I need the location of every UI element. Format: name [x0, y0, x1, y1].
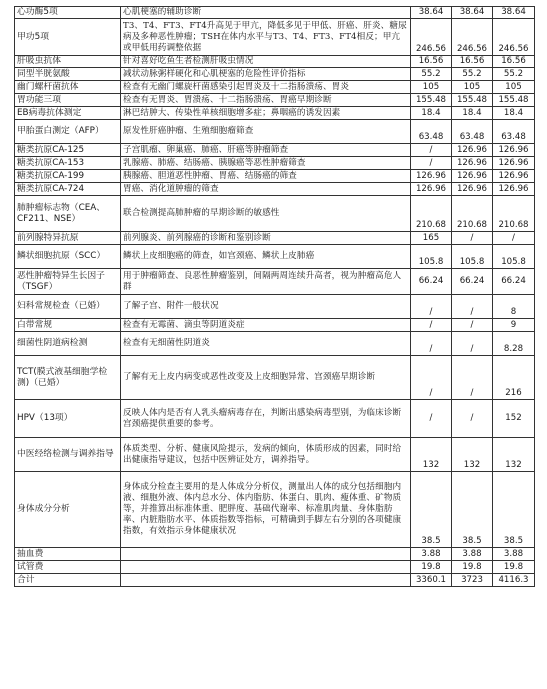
price-package-3-cell: 3.88 — [493, 548, 535, 561]
item-name-cell: 甲胎蛋白测定（AFP） — [15, 120, 121, 144]
price-package-2-cell: 126.96 — [452, 183, 493, 196]
price-package-1-cell: 165 — [411, 232, 452, 245]
price-package-3-cell: 216 — [493, 356, 535, 400]
item-name-cell: 细菌性阴道病检测 — [15, 332, 121, 356]
price-package-3-cell: 18.4 — [493, 107, 535, 120]
price-package-2-cell: 126.96 — [452, 170, 493, 183]
table-row — [15, 295, 535, 319]
table-row — [15, 245, 535, 269]
item-description-cell: 检查有无霉菌、滴虫等阴道炎症 — [121, 319, 411, 332]
price-package-2-cell: 38.64 — [452, 7, 493, 19]
price-package-1-cell: / — [411, 356, 452, 400]
item-description-cell: 鳞状上皮细胞癌的筛查，如宫颈癌、鳞状上皮肺癌 — [121, 245, 411, 269]
item-name-cell: 试管费 — [15, 561, 121, 574]
price-package-2-cell: 3.88 — [452, 548, 493, 561]
item-name-cell: 糖类抗原CA-199 — [15, 170, 121, 183]
table-row — [15, 196, 535, 232]
item-name-cell: 糖类抗原CA-125 — [15, 144, 121, 157]
item-description-cell: 乳腺癌、肺癌、结肠癌、胰腺癌等恶性肿瘤筛查 — [121, 157, 411, 170]
price-package-1-cell: / — [411, 295, 452, 319]
price-package-1-cell: / — [411, 400, 452, 438]
item-name-cell: 抽血费 — [15, 548, 121, 561]
price-package-3-cell: 16.56 — [493, 56, 535, 68]
item-name-cell: 恶性肿瘤特异生长因子（TSGF） — [15, 269, 121, 295]
price-package-1-cell: 19.8 — [411, 561, 452, 574]
item-name-cell: EB病毒抗体测定 — [15, 107, 121, 120]
item-description-cell: 用于肿瘤筛查、良恶性肿瘤鉴别，间隔两周连续升高者，视为肿瘤高危人群 — [121, 269, 411, 295]
table-row — [15, 183, 535, 196]
item-description-cell: 检查有无胃炎、胃溃疡、十二指肠溃疡、胃癌早期诊断 — [121, 94, 411, 107]
price-package-1-cell: / — [411, 144, 452, 157]
price-package-3-cell: 38.64 — [493, 7, 535, 19]
price-package-1-cell: 38.5 — [411, 472, 452, 548]
table-row — [15, 81, 535, 94]
price-package-1-cell: 126.96 — [411, 170, 452, 183]
price-package-2-cell: 3723 — [452, 574, 493, 587]
table-row — [15, 7, 535, 19]
price-package-2-cell: 126.96 — [452, 157, 493, 170]
price-package-3-cell: 126.96 — [493, 157, 535, 170]
price-package-1-cell: 126.96 — [411, 183, 452, 196]
item-description-cell: 减状动脉粥样硬化和心肌梗塞的危险性评价指标 — [121, 68, 411, 81]
item-name-cell: 心功酶5项 — [15, 7, 121, 19]
price-package-2-cell: 63.48 — [452, 120, 493, 144]
table-row — [15, 319, 535, 332]
price-package-2-cell: 38.5 — [452, 472, 493, 548]
price-package-3-cell: 155.48 — [493, 94, 535, 107]
price-package-1-cell: 105.8 — [411, 245, 452, 269]
price-package-1-cell: / — [411, 319, 452, 332]
price-package-1-cell: 3.88 — [411, 548, 452, 561]
item-description-cell: 体质类型、分析、健康风险提示，发病的倾向，体质形成的因素，同时给出健康指导建议，包括中医辨证处方，调养指导。 — [121, 438, 411, 472]
item-name-cell: 妇科常规检查（已婚） — [15, 295, 121, 319]
price-package-3-cell: 66.24 — [493, 269, 535, 295]
price-package-1-cell: 132 — [411, 438, 452, 472]
price-package-1-cell: 55.2 — [411, 68, 452, 81]
price-package-2-cell: / — [452, 356, 493, 400]
item-name-cell: 前列腺特异抗原 — [15, 232, 121, 245]
price-package-1-cell: / — [411, 332, 452, 356]
table-row — [15, 232, 535, 245]
price-package-3-cell: 126.96 — [493, 144, 535, 157]
price-package-2-cell: 16.56 — [452, 56, 493, 68]
price-package-3-cell: 8.28 — [493, 332, 535, 356]
item-description-cell: 身体成分检查主要用的是人体成分分析仪，测量出人体的成分包括细胞内液、细胞外液、体内总水分、体内脂肪、体蛋白、肌肉、瘦体重、矿物质等，并推算出标准体重、肥胖度、基础代谢率、标准肌肉量、身体脂肪率、内脏脂肪水平、体质指数等指标，可精确到手脚左右分别的各项健康指数，有效指示身体健康状况 — [121, 472, 411, 548]
price-package-3-cell: / — [493, 232, 535, 245]
item-description-cell: 针对喜好吃鱼生者检测肝吸虫情况 — [121, 56, 411, 68]
price-package-1-cell: / — [411, 157, 452, 170]
price-package-1-cell: 63.48 — [411, 120, 452, 144]
item-name-cell: 糖类抗原CA-724 — [15, 183, 121, 196]
item-name-cell: 胃功能三项 — [15, 94, 121, 107]
price-package-1-cell: 18.4 — [411, 107, 452, 120]
price-package-2-cell: / — [452, 232, 493, 245]
table-row — [15, 144, 535, 157]
price-package-3-cell: 126.96 — [493, 170, 535, 183]
table-body — [15, 7, 535, 587]
item-description-cell: 淋巴结肿大、传染性单核细胞增多症；鼻咽癌的诱发因素 — [121, 107, 411, 120]
table-row — [15, 472, 535, 548]
item-description-cell: 检查有无幽门螺旋杆菌感染引起胃炎及十二指肠溃疡、胃炎 — [121, 81, 411, 94]
price-package-2-cell: / — [452, 332, 493, 356]
price-package-3-cell: 246.56 — [493, 19, 535, 56]
table-row — [15, 94, 535, 107]
table-row — [15, 269, 535, 295]
item-name-cell: 合计 — [15, 574, 121, 587]
price-package-3-cell: 210.68 — [493, 196, 535, 232]
price-package-2-cell: 18.4 — [452, 107, 493, 120]
checkup-items-table — [14, 6, 535, 587]
item-name-cell: 白带常规 — [15, 319, 121, 332]
item-description-cell: 心肌梗塞的辅助诊断 — [121, 7, 411, 19]
price-package-3-cell: 63.48 — [493, 120, 535, 144]
price-package-1-cell: 66.24 — [411, 269, 452, 295]
table-row — [15, 19, 535, 56]
item-name-cell: 幽门螺杆菌抗体 — [15, 81, 121, 94]
price-package-1-cell: 105 — [411, 81, 452, 94]
table-row — [15, 548, 535, 561]
price-package-2-cell: 105 — [452, 81, 493, 94]
item-name-cell: 肝吸虫抗体 — [15, 56, 121, 68]
item-description-cell: 检查有无细菌性阴道炎 — [121, 332, 411, 356]
table-row — [15, 332, 535, 356]
price-package-3-cell: 105.8 — [493, 245, 535, 269]
item-description-cell: 联合检测提高肺肿瘤的早期诊断的敏感性 — [121, 196, 411, 232]
item-description-cell: 原发性肝癌肿瘤、生殖细胞瘤筛查 — [121, 120, 411, 144]
price-package-2-cell: / — [452, 319, 493, 332]
item-description-cell: 子宫肌瘤、卵巢癌、肺癌、肝癌等肿瘤筛查 — [121, 144, 411, 157]
item-name-cell: 鳞状细胞抗原（SCC） — [15, 245, 121, 269]
price-package-3-cell: 105 — [493, 81, 535, 94]
price-package-2-cell: 210.68 — [452, 196, 493, 232]
item-description-cell — [121, 574, 411, 587]
price-package-2-cell: / — [452, 295, 493, 319]
table-row — [15, 400, 535, 438]
table-row — [15, 157, 535, 170]
item-name-cell: 身体成分分析 — [15, 472, 121, 548]
table-row — [15, 561, 535, 574]
item-description-cell — [121, 561, 411, 574]
item-name-cell: 肺肿瘤标志物（CEA、CF211、NSE） — [15, 196, 121, 232]
price-package-3-cell: 132 — [493, 438, 535, 472]
table-row — [15, 438, 535, 472]
item-description-cell: T3、T4、FT3、FT4升高见于甲亢，降低多见于甲低、肝癌、肝炎、糖尿病及多种恶性肿瘤；TSH在体内水平与T3、T4、FT3、FT4相反；甲亢或甲低用药调整依据 — [121, 19, 411, 56]
item-description-cell: 了解子宫、附件一般状况 — [121, 295, 411, 319]
item-name-cell: HPV（13项） — [15, 400, 121, 438]
price-table-sheet — [14, 6, 534, 587]
item-name-cell: 中医经络检测与调养指导 — [15, 438, 121, 472]
price-package-2-cell: 66.24 — [452, 269, 493, 295]
price-package-3-cell: 38.5 — [493, 472, 535, 548]
price-package-1-cell: 246.56 — [411, 19, 452, 56]
price-package-1-cell: 3360.1 — [411, 574, 452, 587]
price-package-3-cell: 4116.3 — [493, 574, 535, 587]
price-package-1-cell: 210.68 — [411, 196, 452, 232]
price-package-1-cell: 38.64 — [411, 7, 452, 19]
price-package-3-cell: 19.8 — [493, 561, 535, 574]
price-package-1-cell: 16.56 — [411, 56, 452, 68]
table-row — [15, 170, 535, 183]
item-description-cell — [121, 548, 411, 561]
price-package-3-cell: 152 — [493, 400, 535, 438]
item-description-cell: 反映人体内是否有人乳头瘤病毒存在，判断出感染病毒型别，为临床诊断宫颈癌提供重要的参考。 — [121, 400, 411, 438]
price-package-2-cell: 105.8 — [452, 245, 493, 269]
table-row — [15, 120, 535, 144]
price-package-3-cell: 8 — [493, 295, 535, 319]
table-row — [15, 68, 535, 81]
price-package-2-cell: 132 — [452, 438, 493, 472]
table-row — [15, 356, 535, 400]
item-name-cell: TCT(膜式液基细胞学检测)（已婚） — [15, 356, 121, 400]
item-name-cell: 甲功5项 — [15, 19, 121, 56]
item-description-cell: 胃癌、消化道肿瘤的筛查 — [121, 183, 411, 196]
price-package-3-cell: 9 — [493, 319, 535, 332]
item-description-cell: 胰腺癌、胆道恶性肿瘤、胃癌、结肠癌的筛查 — [121, 170, 411, 183]
item-name-cell: 同型半胱氨酸 — [15, 68, 121, 81]
item-name-cell: 糖类抗原CA-153 — [15, 157, 121, 170]
price-package-2-cell: 155.48 — [452, 94, 493, 107]
item-description-cell: 前列腺炎、前列腺癌的诊断和鉴别诊断 — [121, 232, 411, 245]
table-row — [15, 107, 535, 120]
price-package-2-cell: 246.56 — [452, 19, 493, 56]
price-package-3-cell: 126.96 — [493, 183, 535, 196]
table-row — [15, 574, 535, 587]
item-description-cell: 了解有无上皮内病变或恶性改变及上皮细胞异常、宫颈癌早期诊断 — [121, 356, 411, 400]
table-row — [15, 56, 535, 68]
price-package-2-cell: 19.8 — [452, 561, 493, 574]
price-package-2-cell: 126.96 — [452, 144, 493, 157]
price-package-2-cell: / — [452, 400, 493, 438]
price-package-3-cell: 55.2 — [493, 68, 535, 81]
price-package-1-cell: 155.48 — [411, 94, 452, 107]
price-package-2-cell: 55.2 — [452, 68, 493, 81]
